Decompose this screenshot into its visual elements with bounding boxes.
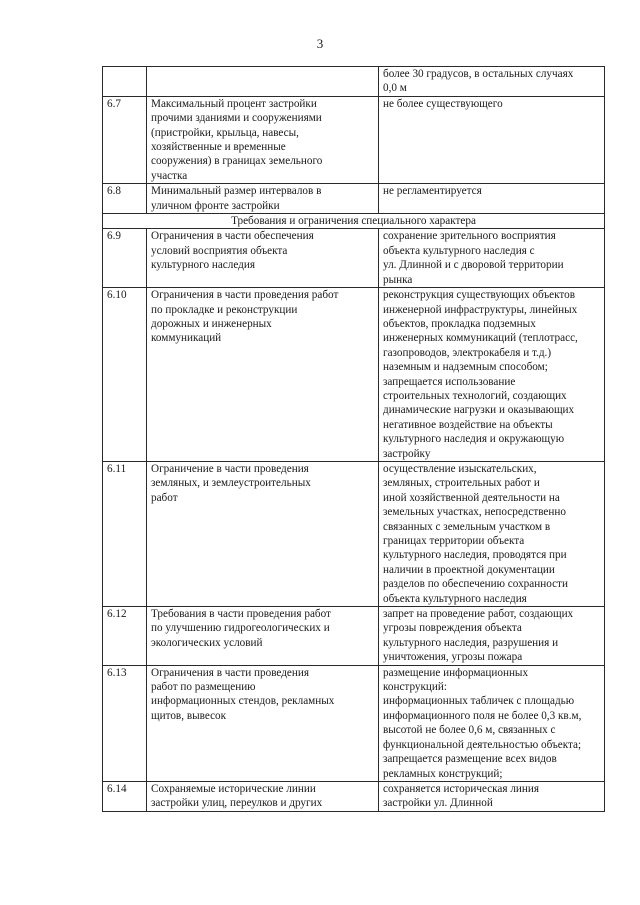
text-line: разделов по обеспечению сохранности (383, 578, 568, 591)
table-row (103, 461, 605, 606)
requirement-name-cell (147, 607, 379, 666)
text-line: динамические нагрузки и оказывающих (383, 404, 575, 417)
text-line: культурного наследия, разрушения и (383, 636, 559, 649)
text-line: размещение информационных (383, 666, 529, 679)
regulations-table (102, 66, 605, 812)
text-line: Ограничение в части проведения (151, 462, 309, 475)
requirement-value-cell (379, 781, 605, 811)
text-line: уничтожения, угрозы пожара (383, 651, 523, 664)
row-number: 6.11 (103, 461, 147, 606)
text-line: объекта культурного наследия с (383, 244, 535, 257)
text-line: рынка (383, 273, 413, 286)
text-line: более 30 градусов, в остальных случаях (383, 68, 574, 80)
text-line: информационного поля не более 0,3 кв.м, (383, 709, 582, 722)
row-number: 6.14 (103, 781, 147, 811)
text-line: высотой не более 0,6 м, связанных с (383, 724, 556, 737)
text-line: Требования в части проведения работ (151, 608, 331, 621)
requirement-name-cell (147, 665, 379, 781)
text-line: запрет на проведение работ, создающих (383, 608, 574, 621)
text-line: культурного наследия и окружающую (383, 433, 565, 446)
text-line: конструкций: (383, 681, 447, 694)
requirement-value-cell (379, 461, 605, 606)
text-line: границах территории объекта (383, 535, 525, 547)
text-line: сохраняется историческая линия (383, 782, 540, 795)
requirement-name-cell (147, 781, 379, 811)
text-line: строительных технологий, создающих (383, 389, 567, 402)
requirement-name-cell (147, 96, 379, 183)
text-line: газопроводов, электрокабеля и т.д.) (383, 346, 552, 359)
text-line: запрещается размещение всех видов (383, 753, 557, 766)
section-row (103, 214, 605, 229)
row-number: 6.13 (103, 665, 147, 781)
text-line: земельных участках, непосредственно (383, 506, 566, 519)
text-line: по улучшению гидрогеологических и (151, 622, 330, 635)
section-header: Требования и ограничения специального характера (103, 214, 605, 229)
text-line: наличии в проектной документации (383, 563, 555, 576)
text-line: инженерных коммуникаций (теплотрасс, (383, 332, 578, 345)
text-line: хозяйственные и временные (151, 141, 286, 154)
text-line: Минимальный размер интервалов в (151, 185, 322, 198)
text-line: застройки ул. Длинной (383, 797, 493, 810)
requirement-value-cell (379, 288, 605, 462)
text-line: Ограничения в части проведения (151, 666, 310, 679)
text-line: дорожных и инженерных (151, 317, 272, 330)
table-row (103, 781, 605, 811)
requirement-value-cell (379, 229, 605, 288)
text-line: ул. Длинной и с дворовой территории (383, 259, 564, 272)
text-line: прочими зданиями и сооружениями (151, 112, 322, 125)
text-line: объектов, прокладка подземных (383, 317, 536, 330)
requirement-name-cell (147, 288, 379, 462)
text-line: объекта культурного наследия (383, 592, 527, 605)
text-line: Ограничения в части обеспечения (151, 230, 314, 243)
text-line: сооружения) в границах земельного (151, 155, 323, 168)
requirement-value-cell (379, 607, 605, 666)
text-line: условий восприятия объекта (151, 244, 288, 257)
text-line: инженерной инфраструктуры, линейных (383, 303, 578, 316)
row-number: 6.8 (103, 184, 147, 214)
text-line: щитов, вывесок (151, 709, 227, 722)
text-line: связанных с земельным участком в (383, 520, 551, 533)
text-line: участка (151, 169, 188, 182)
text-line: Ограничения в части проведения работ (151, 289, 339, 302)
requirement-name-cell (147, 229, 379, 288)
text-line: не более существующего (383, 97, 503, 110)
text-line: запрещается использование (383, 375, 516, 388)
requirement-name-cell (147, 67, 379, 97)
text-line: иной хозяйственной деятельности на (383, 491, 560, 504)
text-line: культурного наследия, проводятся при (383, 549, 567, 562)
requirement-value-cell (379, 184, 605, 214)
text-line: реконструкция существующих объектов (383, 289, 576, 302)
table-row (103, 184, 605, 214)
text-line: (пристройки, крыльца, навесы, (151, 126, 299, 139)
row-number: 6.10 (103, 288, 147, 462)
text-line: наземным и надземным способом; (383, 361, 548, 374)
table-row (103, 665, 605, 781)
text-line: негативное воздействие на объекты (383, 418, 553, 431)
text-line: Максимальный процент застройки (151, 97, 317, 110)
row-number: 6.9 (103, 229, 147, 288)
row-number: 6.12 (103, 607, 147, 666)
text-line: уличном фронте застройки (151, 199, 280, 212)
requirement-name-cell (147, 461, 379, 606)
page-number: 3 (316, 36, 324, 51)
text-line: информационных стендов, рекламных (151, 695, 335, 708)
text-line: коммуникаций (151, 332, 222, 345)
text-line: не регламентируется (383, 185, 482, 198)
text-line: осуществление изыскательских, (383, 462, 537, 475)
table-row (103, 607, 605, 666)
text-line: функциональной деятельностью объекта; (383, 738, 582, 751)
text-line: 0,0 м (383, 82, 407, 95)
requirement-name-cell (147, 184, 379, 214)
text-line: рекламных конструкций; (383, 767, 503, 780)
requirement-value-cell (379, 96, 605, 183)
text-line: работ по размещению (151, 681, 256, 694)
text-line: Сохраняемые исторические линии (151, 782, 316, 795)
table-row (103, 96, 605, 183)
text-line: застройки улиц, переулков и других (151, 797, 323, 810)
requirement-value-cell (379, 67, 605, 97)
requirement-value-cell (379, 665, 605, 781)
text-line: работ (151, 491, 178, 504)
text-line: экологических условий (151, 636, 263, 649)
text-line: земляных, и землеустроительных (151, 477, 311, 490)
text-line: культурного наследия (151, 259, 255, 272)
table-row (103, 229, 605, 288)
row-number (103, 67, 147, 97)
text-line: сохранение зрительного восприятия (383, 230, 556, 243)
text-line: застройку (383, 447, 431, 460)
text-line: угрозы повреждения объекта (383, 622, 522, 635)
text-line: земляных, строительных работ и (383, 477, 540, 490)
text-line: по прокладке и реконструкции (151, 303, 298, 316)
row-number: 6.7 (103, 96, 147, 183)
text-line: информационных табличек с площадью (383, 695, 575, 708)
table-row (103, 67, 605, 97)
table-row (103, 288, 605, 462)
